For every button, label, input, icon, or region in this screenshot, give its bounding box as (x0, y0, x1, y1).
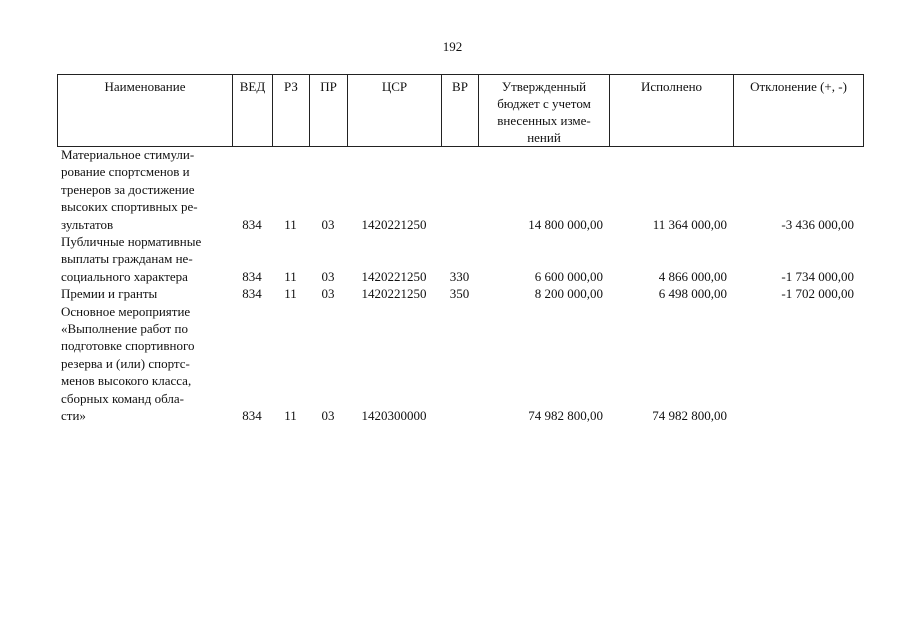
header-csr: ЦСР (348, 75, 442, 147)
row-pr: 03 (321, 408, 335, 424)
row-executed: 11 364 000,00 (652, 216, 727, 232)
row-deviation (733, 303, 863, 425)
header-name: Наименование (58, 75, 233, 147)
row-ved: 834 (242, 268, 262, 284)
row-executed: 6 498 000,00 (658, 286, 727, 302)
row-vr: 350 (449, 286, 470, 302)
row-pr: 03 (321, 216, 335, 232)
table-row (57, 285, 863, 302)
row-csr: 1420300000 (361, 408, 427, 424)
row-deviation: -1 702 000,00 (781, 286, 854, 302)
row-csr: 1420221250 (361, 286, 427, 302)
row-name: Материальное стимули- рование спортсменов и тренеров за достижение высоких спортивных ре- зультатов (61, 147, 198, 232)
table-row (57, 146, 863, 233)
header-executed: Исполнено (610, 75, 734, 147)
row-budget: 8 200 000,00 (534, 286, 603, 302)
row-rz: 11 (284, 408, 297, 424)
row-executed: 4 866 000,00 (658, 268, 727, 284)
header-pr: ПР (310, 75, 348, 147)
row-vr (441, 146, 478, 233)
row-budget: 6 600 000,00 (534, 268, 603, 284)
header-rz: РЗ (273, 75, 310, 147)
header-vr: ВР (442, 75, 479, 147)
row-csr: 1420221250 (361, 216, 427, 232)
table-header (57, 74, 864, 147)
table-row (57, 233, 863, 285)
header-deviation: Отклонение (+, -) (734, 75, 864, 147)
budget-table (57, 146, 863, 425)
row-deviation: -3 436 000,00 (781, 216, 854, 232)
row-rz: 11 (284, 286, 297, 302)
row-executed: 74 982 800,00 (652, 408, 727, 424)
table-row (57, 303, 863, 425)
row-pr: 03 (321, 268, 335, 284)
row-name: Основное мероприятие «Выполнение работ по подготовке спортивного резерва и (или) спортс- менов высокого класса, сборных команд обла- сти» (61, 303, 195, 424)
page-number: 192 (442, 39, 463, 54)
row-rz: 11 (284, 216, 297, 232)
row-name: Публичные нормативные выплаты гражданам не- социального характера (61, 234, 202, 284)
row-deviation: -1 734 000,00 (781, 268, 854, 284)
row-vr: 330 (449, 268, 470, 284)
row-ved: 834 (242, 408, 262, 424)
row-budget: 74 982 800,00 (528, 408, 603, 424)
row-ved: 834 (242, 286, 262, 302)
row-rz: 11 (284, 268, 297, 284)
row-vr (441, 303, 478, 425)
header-budget: Утвержденный бюджет с учетом внесенных изме-нений (479, 75, 610, 147)
row-budget: 14 800 000,00 (528, 216, 603, 232)
row-csr: 1420221250 (361, 268, 427, 284)
header-ved: ВЕД (233, 75, 273, 147)
row-name: Премии и гранты (61, 286, 158, 302)
row-pr: 03 (321, 286, 335, 302)
row-ved: 834 (242, 216, 262, 232)
